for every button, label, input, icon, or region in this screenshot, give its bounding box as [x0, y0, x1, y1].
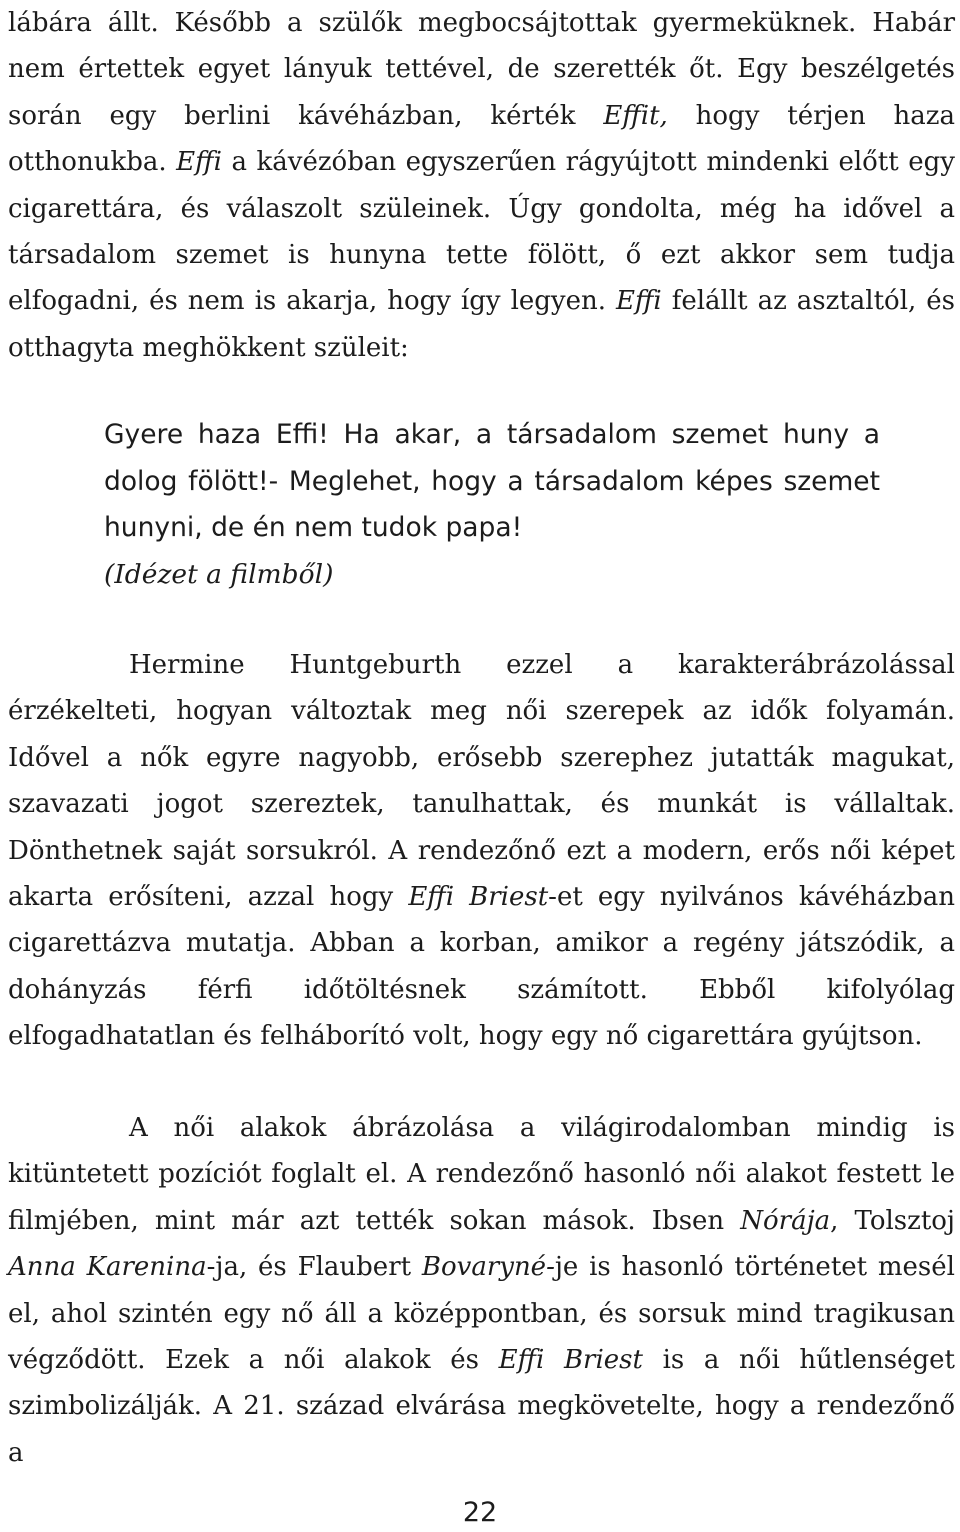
text-run: -et egy nyilvános kávéházban cigarettázva mutatja. Abban a korban, amikor a regény játszódik, a dohányzás férfi időtöltésnek számított. Ebből kifolyólag elfogadhatatlan és felháborító volt, hogy egy nő cigarettára gyújtson. — [8, 882, 955, 1052]
text-run: lábára állt. Később a szülők megbocsájtottak gyermeküknek. Habár nem értettek egyet lányuk tettével, de szerették őt. Egy beszélgetés során egy berlini kávéházban, kérték — [8, 8, 955, 131]
italic-name: Effi — [176, 147, 222, 178]
text-run: , Tolsztoj — [830, 1205, 955, 1236]
text-run: a kávézóban egyszerűen rágyújtott mindenki előtt egy cigarettára, és válaszolt szüleinek. Úgy gondolta, még ha idővel a társadalom szemet is hunyna tette fölött, ő ezt akkor sem tudja elfogadni, és nem is akarja, hogy így legyen. — [8, 147, 955, 317]
paragraph-1 — [8, 0, 955, 371]
italic-title: Bovaryné- — [421, 1252, 555, 1283]
text-run: Hermine Huntgeburth ezzel a karakterábrázolással érzékelteti, hogyan változtak meg női szerepek az idők folyamán. Idővel a nők egyre nagyobb, erősebb szerephez jutatták magukat, szavazati jogot szereztek, tanulhattak, és munkát is vállaltak. Dönthetnek saját sorsukról. A rendezőnő ezt a modern, erős női képet akarta erősíteni, azzal hogy — [8, 650, 955, 913]
italic-name: Effi Briest — [408, 882, 549, 913]
paragraph-3 — [8, 1105, 955, 1476]
text-run: felállt az asztaltól, és otthagyta meghökkent szüleit: — [8, 286, 955, 363]
text-run: is a női hűtlenséget szimbolizálják. A 21. század elvárása megkövetelte, hogy a rendezőnő a — [8, 1345, 955, 1468]
text-run: je is hasonló történetet mesél el, ahol szintén egy nő áll a középpontban, és sorsuk mind tragikusan végződött. Ezek a női alakok és — [8, 1252, 955, 1376]
page-number: 22 — [462, 1497, 498, 1528]
text-run: hogy térjen haza otthonukba. — [8, 100, 955, 178]
italic-name: Effit, — [603, 100, 668, 131]
text-run: A női alakok ábrázolása a világirodalomban mindig is kitüntetett pozíciót foglalt el. A rendezőnő hasonló női alakot festett le filmjében, mint már azt tették sokan mások. Ibsen — [8, 1113, 955, 1236]
italic-name: Effi — [616, 286, 662, 317]
paragraph-2 — [8, 642, 955, 1060]
quote-text: Gyere haza Effi! Ha akar, a társadalom szemet huny a dolog fölött!- Meglehet, hogy a társadalom képes szemet hunyni, de én nem tudok papa! — [104, 419, 880, 543]
italic-title: Nórája — [740, 1205, 831, 1236]
text-run: -ja, és Flaubert — [206, 1252, 422, 1283]
italic-name: Effi Briest — [498, 1345, 643, 1376]
italic-title: Anna Karenina — [8, 1252, 207, 1283]
quote-source: (Idézet a filmből) — [104, 558, 334, 590]
film-quote — [104, 412, 880, 598]
